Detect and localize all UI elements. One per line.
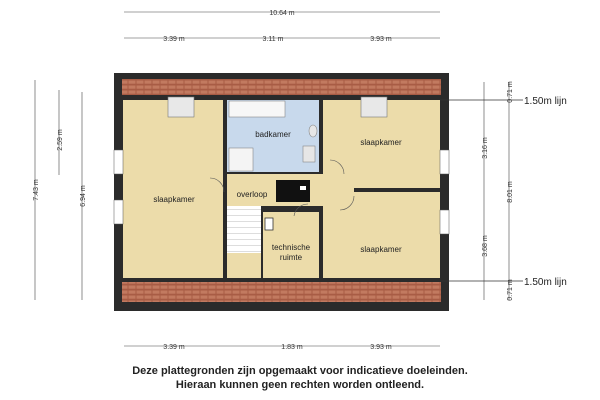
dim-bottom-2: 1.83 m (281, 344, 303, 351)
dim-top-3: 3.93 m (370, 36, 392, 43)
label-overloop: overloop (236, 190, 268, 199)
disclaimer-line-2: Hieraan kunnen geen rechten worden ontleend. (175, 379, 425, 391)
dim-total-width: 10.64 m (269, 10, 295, 17)
roof-tiles-bottom (122, 282, 441, 302)
disclaimer (0, 364, 600, 392)
dim-bottom-1: 3.39 m (163, 344, 185, 351)
window-left (114, 150, 123, 174)
window-left-2 (114, 200, 123, 224)
toilet (303, 146, 315, 162)
technical-unit (265, 218, 273, 230)
label-technische-1: technische (271, 243, 311, 252)
label-technische-2: ruimte (279, 253, 303, 262)
window-right (440, 150, 449, 174)
dim-right-total: 8.01 m (507, 181, 514, 203)
dim-right-top: 0.71 m (507, 81, 514, 103)
window-right-2 (440, 210, 449, 234)
room-slaapkamer-right-bottom (323, 192, 440, 278)
dim-left-outer: 7.43 m (33, 179, 40, 201)
disclaimer-line-1: Deze plattegronden zijn opgemaakt voor indicatieve doeleinden. (132, 365, 468, 377)
label-badkamer: badkamer (255, 130, 291, 139)
dim-bottom-3: 3.93 m (370, 344, 392, 351)
room-slaapkamer-left (123, 100, 223, 278)
label-slaapkamer-right-top: slaapkamer (360, 138, 402, 147)
roof-hatch (276, 180, 310, 202)
label-height-line-bottom: 1.50m lijn (524, 277, 567, 288)
roof-tiles-top (122, 79, 441, 95)
dim-right-lower: 3.68 m (482, 235, 489, 257)
label-height-line-top: 1.50m lijn (524, 96, 567, 107)
label-slaapkamer-right-bottom: slaapkamer (360, 245, 402, 254)
dim-right-bottom: 0.71 m (507, 279, 514, 301)
staircase (227, 206, 261, 253)
dim-left-upper: 2.59 m (57, 129, 64, 151)
dim-top-1: 3.39 m (163, 36, 185, 43)
dim-top-2: 3.11 m (262, 36, 284, 43)
dim-left-inner: 6.94 m (80, 185, 87, 207)
dim-right-upper: 3.16 m (482, 137, 489, 159)
shower (229, 148, 253, 171)
bathtub (229, 101, 285, 117)
label-slaapkamer-left: slaapkamer (153, 195, 195, 204)
